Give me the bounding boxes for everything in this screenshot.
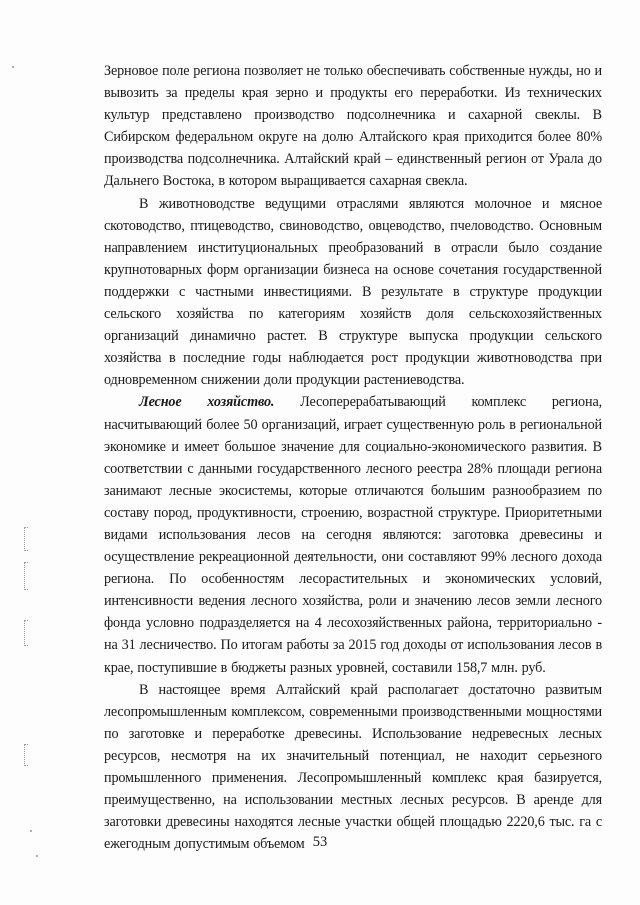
scan-artifact	[24, 620, 28, 646]
paragraph-timber-industry	[104, 679, 602, 856]
paragraph-text: Зерновое поле региона позволяет не только обеспечивать собственные нужды, но и вывозить за пределы края зерно и продукты его переработки. Из технических культур представлено производство подсолнечника и сахарной свеклы. В Сибирском федеральном округе на долю Алтайского края приходится более 80% производства подсолнечника. Алтайский край – единственный регион от Урала до Дальнего Востока, в котором выращивается сахарная свекла.	[104, 63, 602, 190]
scan-artifact	[24, 562, 28, 590]
paragraph-text: Лесоперерабатывающий комплекс региона, насчитывающий более 50 организаций, играет существенную роль в региональной экономике и имеет большое значение для социально-экономического развития. В соответствии с данными государственного лесного реестра 28% площади региона занимают лесные экосистемы, которые отличаются большим разнообразием по составу пород, продуктивности, строению, возрастной структуре. Приоритетными видами использования лесов на сегодня являются: заготовка древесины и осуществление рекреационной деятельности, они составляют 99% лесного дохода региона. По особенностям лесорастительных и экономических условий, интенсивности ведения лесного хозяйства, роли и значению лесов земли лесного фонда условно подразделяется на 4 лесохозяйственных района, территориально - на 31 лесничество. По итогам работы за 2015 год доходы от использования лесов в крае, поступившие в бюджеты разных уровней, составили 158,7 млн. руб.	[104, 394, 602, 676]
body-text	[104, 60, 602, 855]
scan-artifact	[36, 855, 38, 857]
paragraph-livestock	[104, 193, 602, 392]
scan-artifact	[12, 66, 14, 68]
scan-artifact	[24, 527, 28, 551]
paragraph-text: В настоящее время Алтайский край располагает достаточно развитым лесопромышленным комплексом, современными производственными мощностями по заготовке и переработке древесины. Использование недревесных лесных ресурсов, несмотря на их значительный потенциал, не находит серьезного промышленного применения. Лесопромышленный комплекс края базируется, преимущественно, на использовании местных лесных ресурсов. В аренде для заготовки древесины находятся лесные участки общей площадью 2220,6 тыс. га с ежегодным допустимым объемом	[104, 681, 602, 853]
section-lead-heading: Лесное хозяйство.	[139, 394, 275, 411]
paragraph-crop-production	[104, 60, 602, 193]
page-number: 53	[312, 834, 328, 850]
paragraph-forestry	[104, 391, 602, 678]
scan-artifact	[30, 830, 32, 832]
paragraph-text: В животноводстве ведущими отраслями являются молочное и мясное скотоводство, птицеводство, свиноводство, овцеводство, пчеловодство. Основным направлением институциональных преобразований в отрасли было создание крупнотоварных форм организации бизнеса на основе сочетания государственной поддержки с частными инвестициями. В результате в структуре продукции сельского хозяйства по категориям хозяйств доля сельскохозяйственных организаций динамично растет. В структуре выпуска продукции сельского хозяйства в последние годы наблюдается рост продукции животноводства при одновременном снижении доли продукции растениеводства.	[104, 195, 602, 389]
scan-artifact	[24, 744, 28, 766]
